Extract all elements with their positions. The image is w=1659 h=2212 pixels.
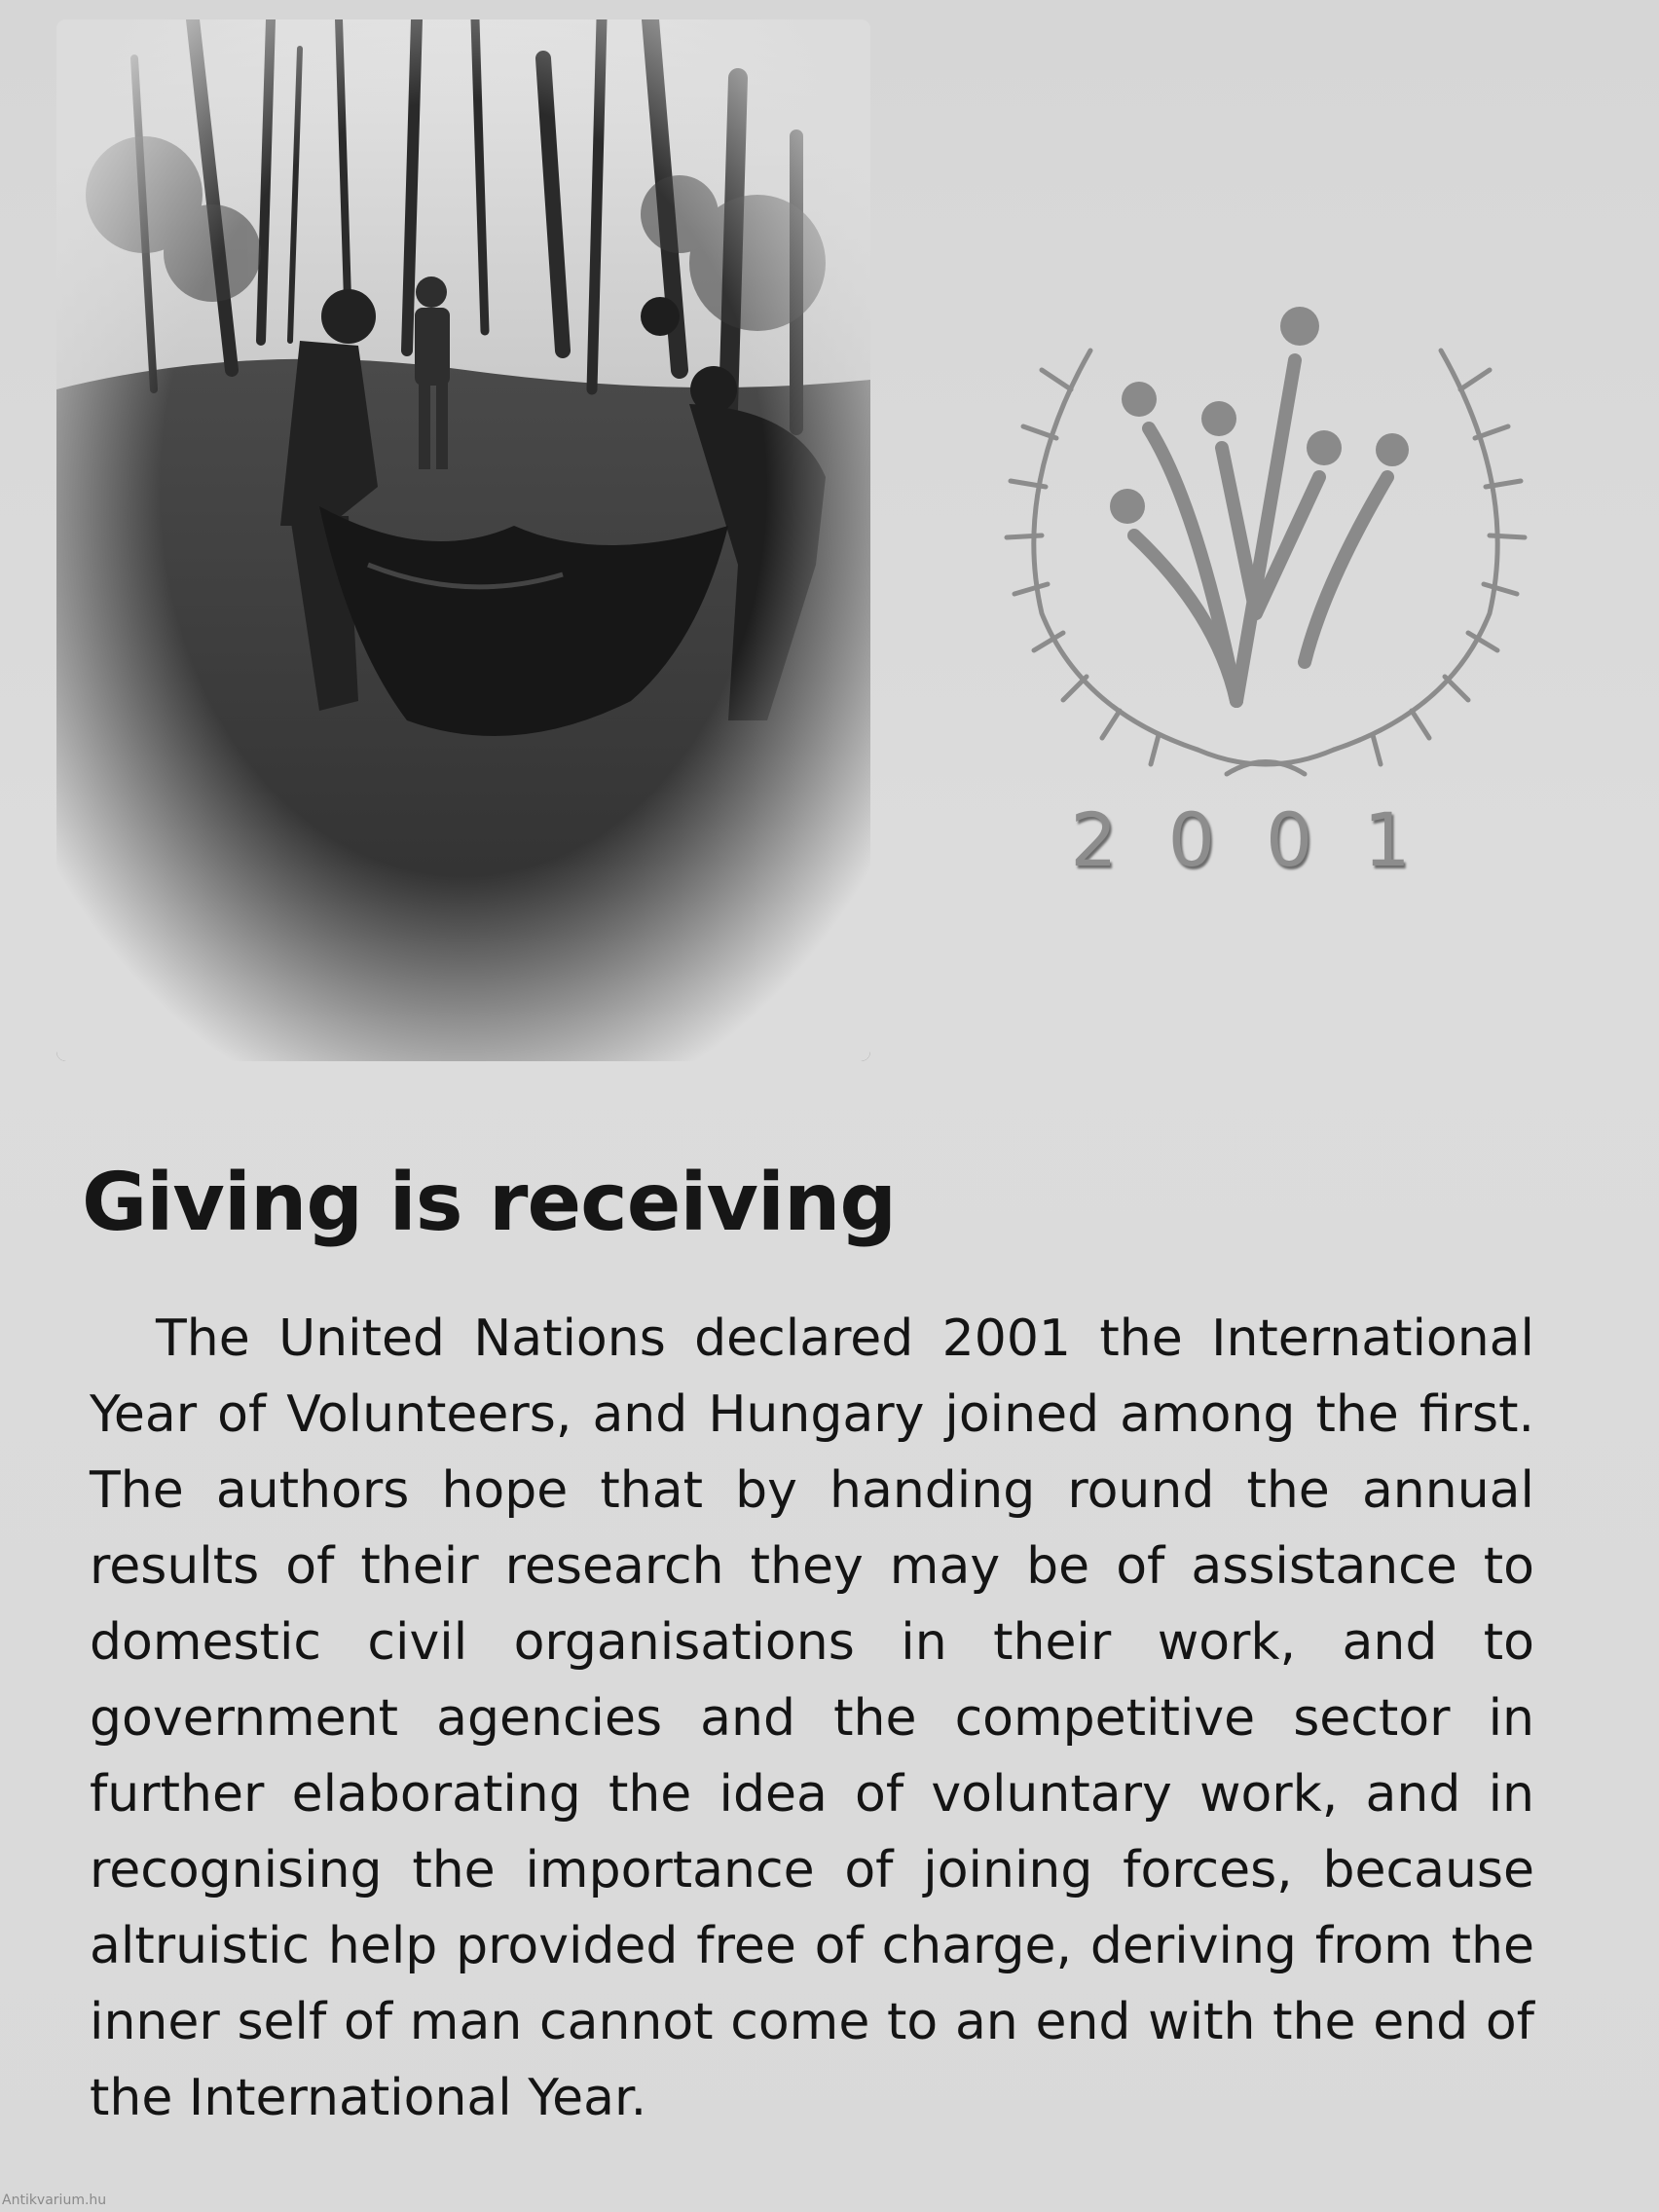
article-body: The United Nations declared 2001 the International Year of Volunteers, and Hungary joined among the first. The authors hope that by handing round the annual results of their research they may be of assistance to domestic civil organisations in their work, and to government agencies and the competitive sector in further elaborating the idea of voluntary work, and in recognising the importance of joining forces, because altruistic help provided free of charge, deriving from the inner self of man cannot come to an end with the end of the International Year. — [90, 1309, 1534, 2127]
article-heading: Giving is receiving — [82, 1157, 897, 1249]
watermark: Antikvarium.hu — [2, 2193, 107, 2208]
volunteers-photo — [56, 19, 870, 1061]
logo-year: 2001 — [1070, 796, 1461, 883]
